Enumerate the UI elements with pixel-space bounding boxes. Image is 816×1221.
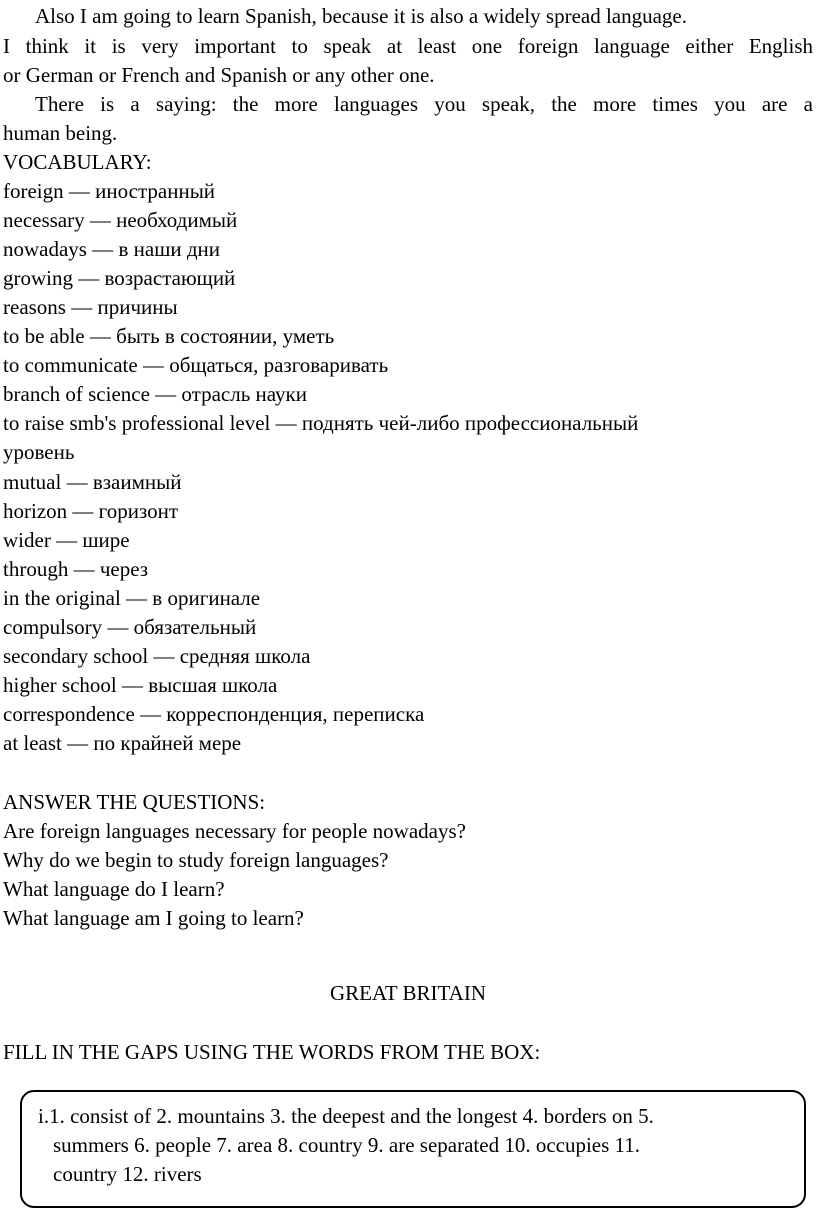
section-instruction: FILL IN THE GAPS USING THE WORDS FROM THE BOX:: [3, 1040, 541, 1064]
intro-paragraph-1-line-1: Also I am going to learn Spanish, because it is also a widely spread language.: [35, 4, 688, 28]
vocabulary-item: secondary school — средняя школа: [3, 644, 311, 668]
vocabulary-item: foreign — иностранный: [3, 179, 216, 203]
intro-paragraph-2-line-2: human being.: [3, 121, 118, 145]
vocabulary-item: horizon — горизонт: [3, 499, 179, 523]
intro-paragraph-2-line-1: There is a saying: the more languages you speak, the more times you are a: [35, 92, 813, 116]
question-item: Why do we begin to study foreign languages?: [3, 848, 389, 872]
vocabulary-item: necessary — необходимый: [3, 208, 238, 232]
question-item: What language do I learn?: [3, 877, 225, 901]
vocabulary-heading: VOCABULARY:: [3, 150, 152, 174]
vocabulary-item: wider — шире: [3, 528, 130, 552]
questions-heading: ANSWER THE QUESTIONS:: [3, 790, 266, 814]
vocabulary-item: correspondence — корреспонденция, переписка: [3, 702, 425, 726]
vocabulary-item: through — через: [3, 557, 149, 581]
vocabulary-item: at least — по крайней мере: [3, 731, 242, 755]
vocabulary-item: branch of science — отрасль науки: [3, 382, 307, 406]
word-box: [20, 1090, 806, 1208]
word-box-line: i.1. consist of 2. mountains 3. the deepest and the longest 4. borders on 5.: [38, 1104, 654, 1128]
vocabulary-item: mutual — взаимный: [3, 470, 182, 494]
intro-paragraph-1-line-3: or German or French and Spanish or any other one.: [3, 63, 435, 87]
word-box-content: [38, 1102, 788, 1189]
vocabulary-item: compulsory — обязательный: [3, 615, 257, 639]
intro-paragraph-1-line-2: I think it is very important to speak at least one foreign language either English: [3, 34, 813, 58]
vocabulary-item: to communicate — общаться, разговаривать: [3, 353, 389, 377]
vocabulary-item: growing — возрастающий: [3, 266, 236, 290]
vocabulary-item: to raise smb's professional level — поднять чей-либо профессиональный: [3, 411, 639, 435]
vocabulary-item: higher school — высшая школа: [3, 673, 278, 697]
question-item: What language am I going to learn?: [3, 906, 304, 930]
section-title: GREAT BRITAIN: [329, 981, 486, 1005]
word-box-line: summers 6. people 7. area 8. country 9. are separated 10. occupies 11.: [53, 1133, 641, 1157]
vocabulary-item: reasons — причины: [3, 295, 178, 319]
word-box-line: country 12. rivers: [53, 1162, 202, 1186]
vocabulary-item: to be able — быть в состоянии, уметь: [3, 324, 335, 348]
vocabulary-item: nowadays — в наши дни: [3, 237, 221, 261]
question-item: Are foreign languages necessary for people nowadays?: [3, 819, 466, 843]
vocabulary-item: in the original — в оригинале: [3, 586, 261, 610]
vocabulary-item: уровень: [3, 440, 75, 464]
